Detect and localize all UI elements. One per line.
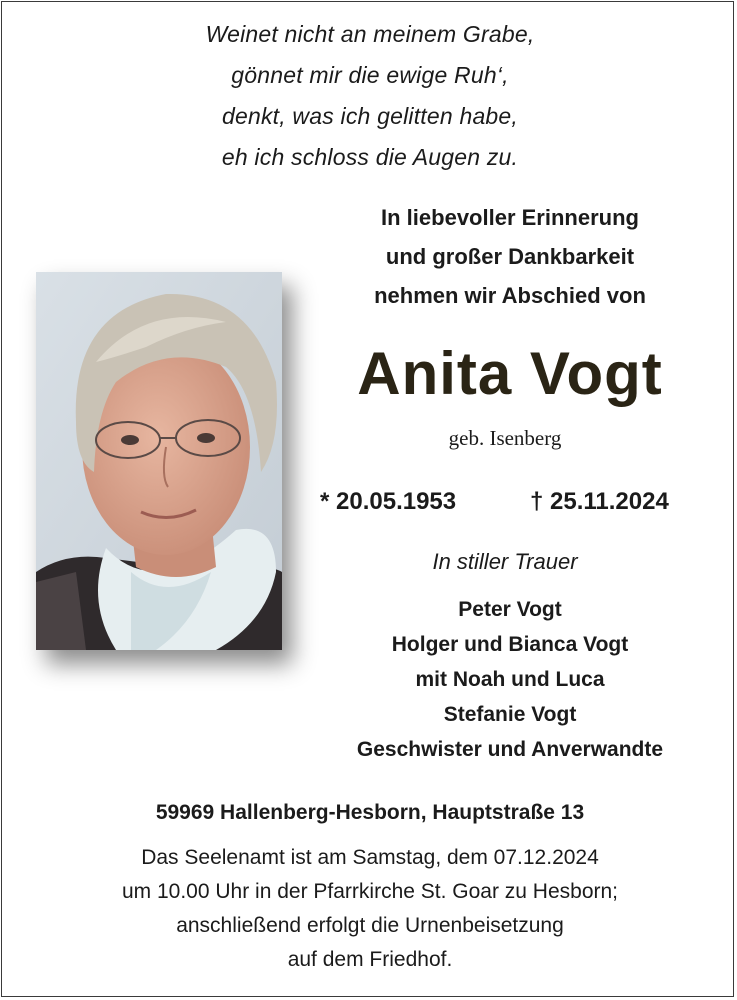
poem-line: Weinet nicht an meinem Grabe, bbox=[205, 21, 535, 47]
address: 59969 Hallenberg-Hesborn, Hauptstraße 13 bbox=[155, 801, 585, 824]
family-member: Stefanie Vogt bbox=[443, 703, 577, 726]
poem-line: eh ich schloss die Augen zu. bbox=[221, 144, 519, 170]
service-line: um 10.00 Uhr in der Pfarrkirche St. Goar zu Hesborn; bbox=[121, 880, 619, 903]
family-member: Peter Vogt bbox=[458, 598, 562, 621]
family-list bbox=[310, 592, 710, 767]
service-line: anschließend erfolgt die Urnenbeisetzung bbox=[176, 914, 564, 937]
service-line: Das Seelenamt ist am Samstag, dem 07.12.2024 bbox=[141, 846, 599, 869]
family-member: Geschwister und Anverwandte bbox=[356, 738, 664, 761]
portrait-photo bbox=[36, 272, 282, 650]
birth-date: * 20.05.1953 bbox=[320, 488, 457, 515]
deceased-name: Anita Vogt bbox=[357, 340, 663, 407]
intro-text bbox=[330, 198, 690, 315]
poem-line: gönnet mir die ewige Ruh‘, bbox=[231, 62, 509, 88]
birth-name: geb. Isenberg bbox=[448, 426, 562, 450]
service-line: auf dem Friedhof. bbox=[287, 948, 453, 971]
mourning-line: In stiller Trauer bbox=[432, 549, 578, 574]
intro-line: In liebevoller Erinnerung bbox=[381, 205, 639, 230]
life-dates bbox=[320, 484, 700, 520]
poem-line: denkt, was ich gelitten habe, bbox=[221, 103, 519, 129]
death-date: † 25.11.2024 bbox=[530, 488, 669, 515]
service-info bbox=[30, 841, 710, 977]
intro-line: nehmen wir Abschied von bbox=[374, 283, 646, 308]
family-member: Holger und Bianca Vogt bbox=[391, 633, 629, 656]
poem bbox=[120, 14, 620, 178]
family-member: mit Noah und Luca bbox=[415, 668, 605, 691]
intro-line: und großer Dankbarkeit bbox=[385, 244, 635, 269]
